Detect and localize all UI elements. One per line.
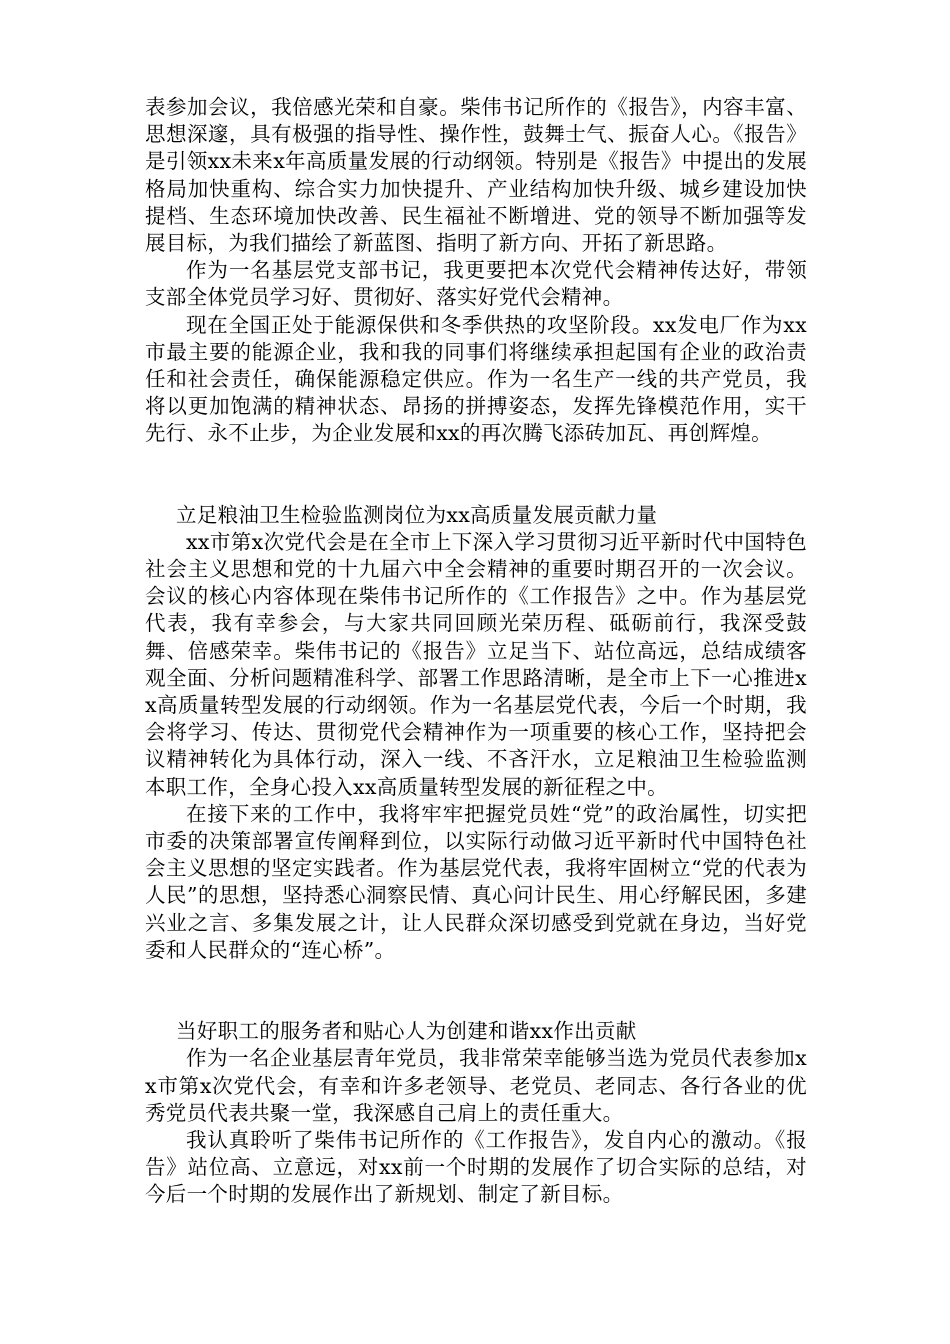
paragraph: 在接下来的工作中，我将牢牢把握党员姓“党”的政治属性，切实把市委的决策部署宣传阐释到位，以实际行动做习近平新时代中国特色社会主义思想的坚定实践者。作为基层党代表，我将牢固树立“党的代表为人民”的思想，坚持悉心洞察民情、真心问计民生、用心纾解民困，多建兴业之言、多集发展之计，让人民群众深切感受到党就在身边，当好党委和人民群众的“连心桥”。 xyxy=(145,801,807,962)
paragraph: 我认真聆听了柴伟书记所作的《工作报告》，发自内心的激动。《报告》站位高、立意远，对xx前一个时期的发展作了切合实际的总结，对今后一个时期的发展作出了新规划、制定了新目标。 xyxy=(145,1127,807,1207)
section-heading: 当好职工的服务者和贴心人为创建和谐xx作出贡献 xyxy=(176,1019,637,1044)
section-3 xyxy=(145,1018,807,1208)
paragraph: 作为一名基层党支部书记，我更要把本次党代会精神传达好，带领支部全体党员学习好、贯彻好、落实好党代会精神。 xyxy=(145,258,807,310)
document-page xyxy=(145,94,807,1209)
section-1 xyxy=(145,94,807,448)
paragraph: 现在全国正处于能源保供和冬季供热的攻坚阶段。xx发电厂作为xx市最主要的能源企业，我和我的同事们将继续承担起国有企业的政治责任和社会责任，确保能源稳定供应。作为一名生产一线的共产党员，我将以更加饱满的精神状态、昂扬的拼搏姿态，发挥先锋模范作用，实干先行、永不止步，为企业发展和xx的再次腾飞添砖加瓦、再创辉煌。 xyxy=(145,312,807,446)
section-gap xyxy=(145,964,807,1018)
paragraph: 表参加会议，我倍感光荣和自豪。柴伟书记所作的《报告》，内容丰富、思想深邃，具有极强的指导性、操作性，鼓舞士气、振奋人心。《报告》是引领xx未来x年高质量发展的行动纲领。特别是《报告》中提出的发展格局加快重构、综合实力加快提升、产业结构加快升级、城乡建设加快提档、生态环境加快改善、民生福祉不断增进、党的领导不断加强等发展目标，为我们描绘了新蓝图、指明了新方向、开拓了新思路。 xyxy=(145,95,807,256)
paragraph: xx市第x次党代会是在全市上下深入学习贯彻习近平新时代中国特色社会主义思想和党的十九届六中全会精神的重要时期召开的一次会议。会议的核心内容体现在柴伟书记所作的《工作报告》之中。作为基层党代表，我有幸参会，与大家共同回顾光荣历程、砥砺前行，我深受鼓舞、倍感荣幸。柴伟书记的《报告》立足当下、站位高远，总结成绩客观全面、分析问题精准科学、部署工作思路清晰，是全市上下一心推进xx高质量转型发展的行动纲领。作为一名基层党代表，今后一个时期，我会将学习、传达、贯彻党代会精神作为一项重要的核心工作，坚持把会议精神转化为具体行动，深入一线、不吝汗水，立足粮油卫生检验监测本职工作，全身心投入xx高质量转型发展的新征程之中。 xyxy=(145,529,807,799)
section-2 xyxy=(145,502,807,964)
paragraph: 作为一名企业基层青年党员，我非常荣幸能够当选为党员代表参加xx市第x次党代会，有幸和许多老领导、老党员、老同志、各行各业的优秀党员代表共聚一堂，我深感自己肩上的责任重大。 xyxy=(145,1046,807,1125)
section-gap xyxy=(145,448,807,502)
section-heading: 立足粮油卫生检验监测岗位为xx高质量发展贡献力量 xyxy=(176,502,658,527)
